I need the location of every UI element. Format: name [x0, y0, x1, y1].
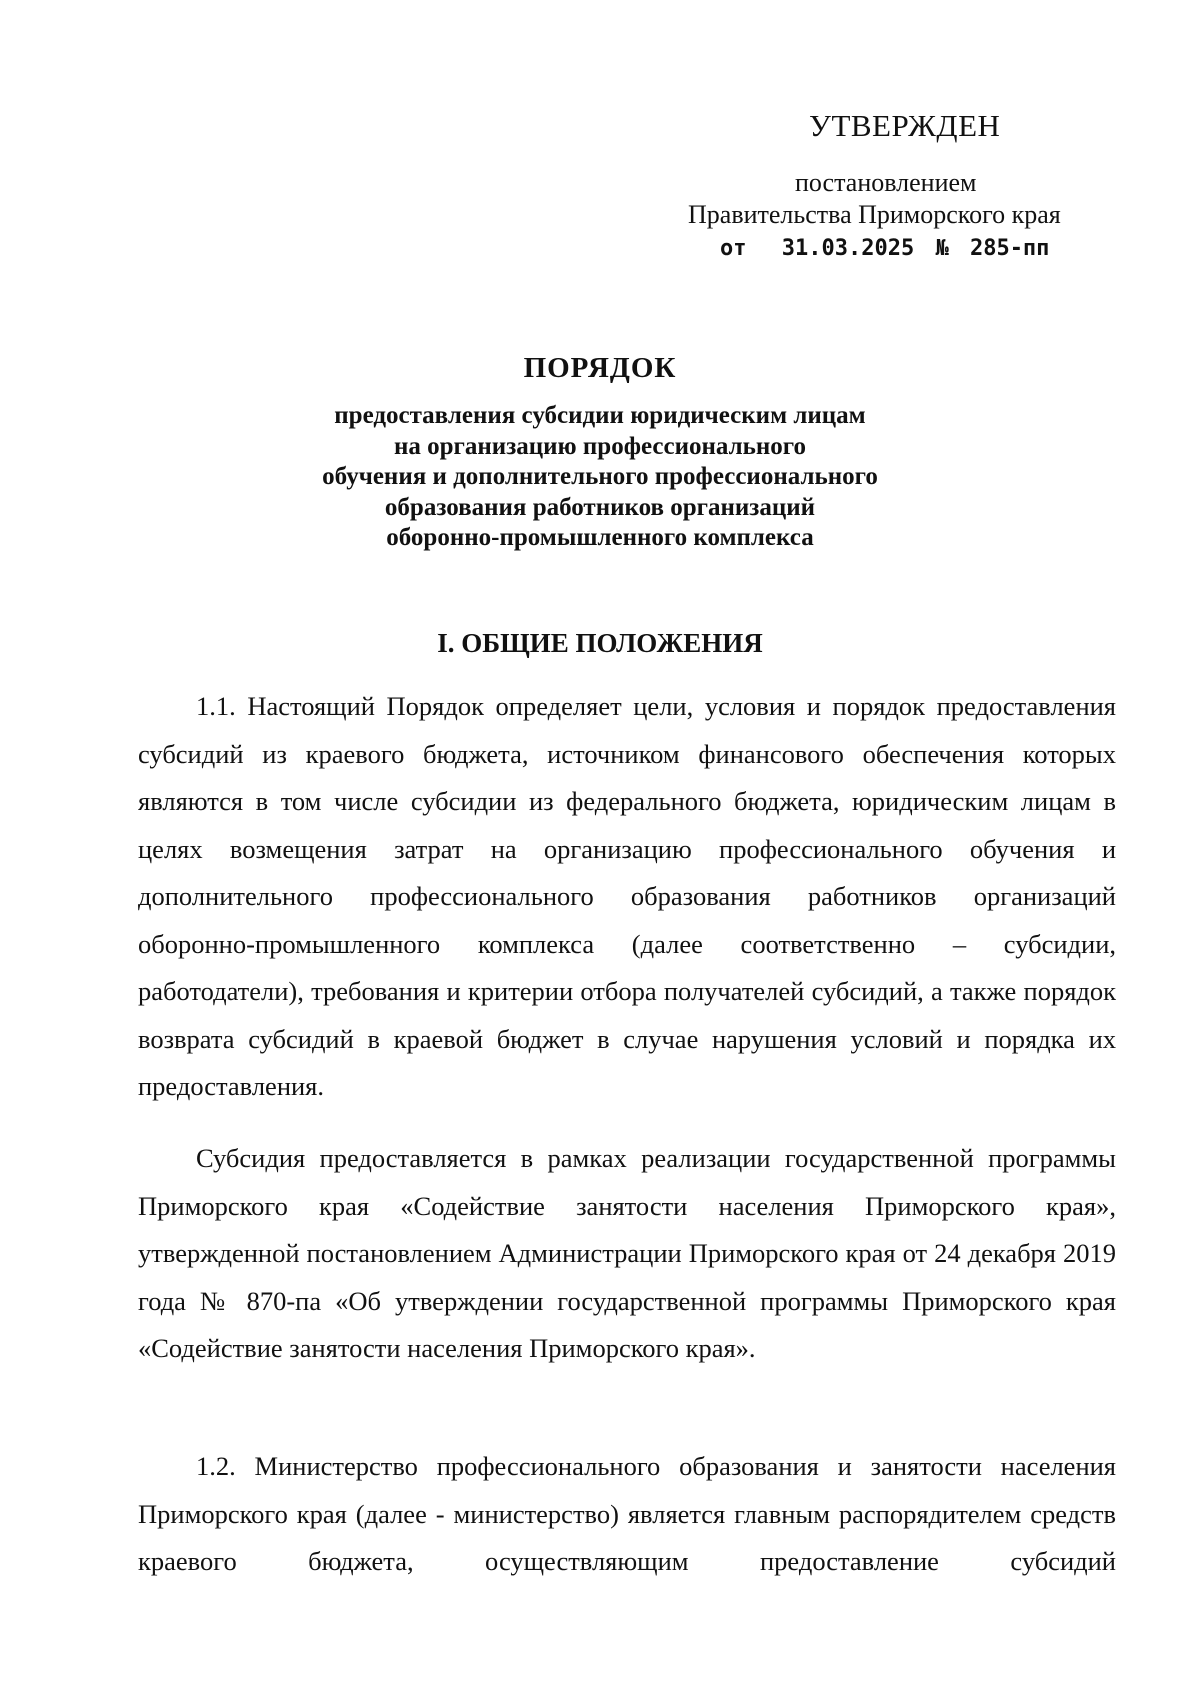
subtitle-line: оборонно-промышленного комплекса [386, 524, 814, 551]
subtitle-line: образования работников организаций [384, 493, 816, 521]
paragraph-1-2: 1.2. Министерство профессионального образования и занятости населения Приморского края (далее - министерство) является главным распорядителем средств краевого бюджета, осуществляющим предоставление субсидий [138, 1451, 1116, 1576]
paragraph-program: Субсидия предоставляется в рамках реализации государственной программы Приморского края «Содействие занятости населения Приморского края», утвержденной постановлением Администрации Приморского края от 24 декабря 2019 года № 870-па «Об утверждении государственной программы Приморского края «Содействие занятости населения Приморского края». [138, 1143, 1116, 1363]
number-sign: № [935, 236, 949, 261]
approval-ref-from: от [720, 236, 747, 261]
approval-date: 31.03.2025 [781, 236, 915, 261]
approval-line-resolution: постановлением [795, 168, 977, 197]
document-subtitle [240, 401, 960, 554]
approval-line-government: Правительства Приморского края [688, 200, 1061, 229]
paragraph-block [138, 683, 1116, 1111]
approved-title: УТВЕРЖДЕН [809, 108, 1001, 143]
paragraph-block [138, 1135, 1116, 1373]
document-title: ПОРЯДОК [523, 352, 677, 384]
subtitle-line: предоставления субсидии юридическим лицам [334, 402, 866, 429]
paragraph-1-1: 1.1. Настоящий Порядок определяет цели, условия и порядок предоставления субсидий из краевого бюджета, источником финансового обеспечения которых являются в том числе субсидии из федерального бюджета, юридическим лицам в целях возмещения затрат на организацию профессионального обучения и дополнительного профессионального образования работников организаций оборонно-промышленного комплекса (далее соответственно – субсидии, работодатели), требования и критерии отбора получателей субсидий, а также порядок возврата субсидий в краевой бюджет в случае нарушения условий и порядка их предоставления. [138, 691, 1116, 1101]
section-heading: I. ОБЩИЕ ПОЛОЖЕНИЯ [437, 628, 763, 658]
subtitle-line: на организацию профессионального [393, 432, 807, 460]
approval-number: 285-пп [969, 236, 1050, 261]
subtitle-line: обучения и дополнительного профессионального [322, 463, 878, 490]
paragraph-block [138, 1443, 1116, 1586]
approval-reference [720, 236, 1049, 261]
